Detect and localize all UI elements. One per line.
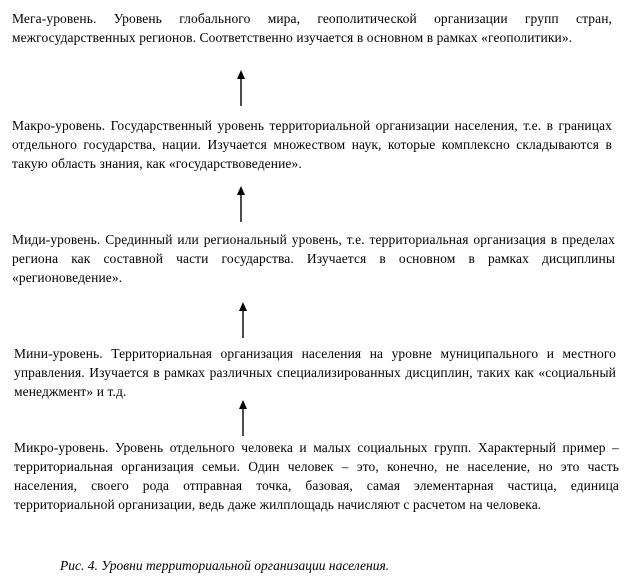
figure-caption: Рис. 4. Уровни территориальной организации населения. (60, 558, 390, 573)
arrow-up-icon (235, 186, 247, 222)
arrow-up-icon (237, 302, 249, 338)
midi-level-text: Миди-уровень. Срединный или региональный уровень, т.е. территориальная организация в пределах региона как составной части государства. Изучается в основном в рамках дисциплины «регионоведение». (12, 232, 615, 285)
macro-level-text: Макро-уровень. Государственный уровень территориальной организации населения, т.е. в границах отдельного государства, нации. Изучается множеством наук, которые комплексно складываются в такую область знания, как «государствоведение». (12, 118, 612, 171)
arrow-up-icon (235, 70, 247, 106)
micro-level-text: Микро-уровень. Уровень отдельного человека и малых социальных групп. Характерный пример – территориальная организация семьи. Один человек – это, конечно, не население, но это часть населения, своего рода отправная точка, базовая, самая элементарная частица, единица территориальной организации, ведь даже жилплощадь начисляют с расчетом на человека. (14, 440, 619, 512)
mega-level-text: Мега-уровень. Уровень глобального мира, геополитической организации групп стран, межгосударственных регионов. Соответственно изучается в основном в рамках «геополитики». (12, 11, 612, 45)
arrow-up-icon (237, 400, 249, 436)
mini-level-text: Мини-уровень. Территориальная организация населения на уровне муниципального и местного управления. Изучается в рамках различных специализированных дисциплин, таких как «социальный менеджмент» и т.д. (14, 346, 616, 399)
